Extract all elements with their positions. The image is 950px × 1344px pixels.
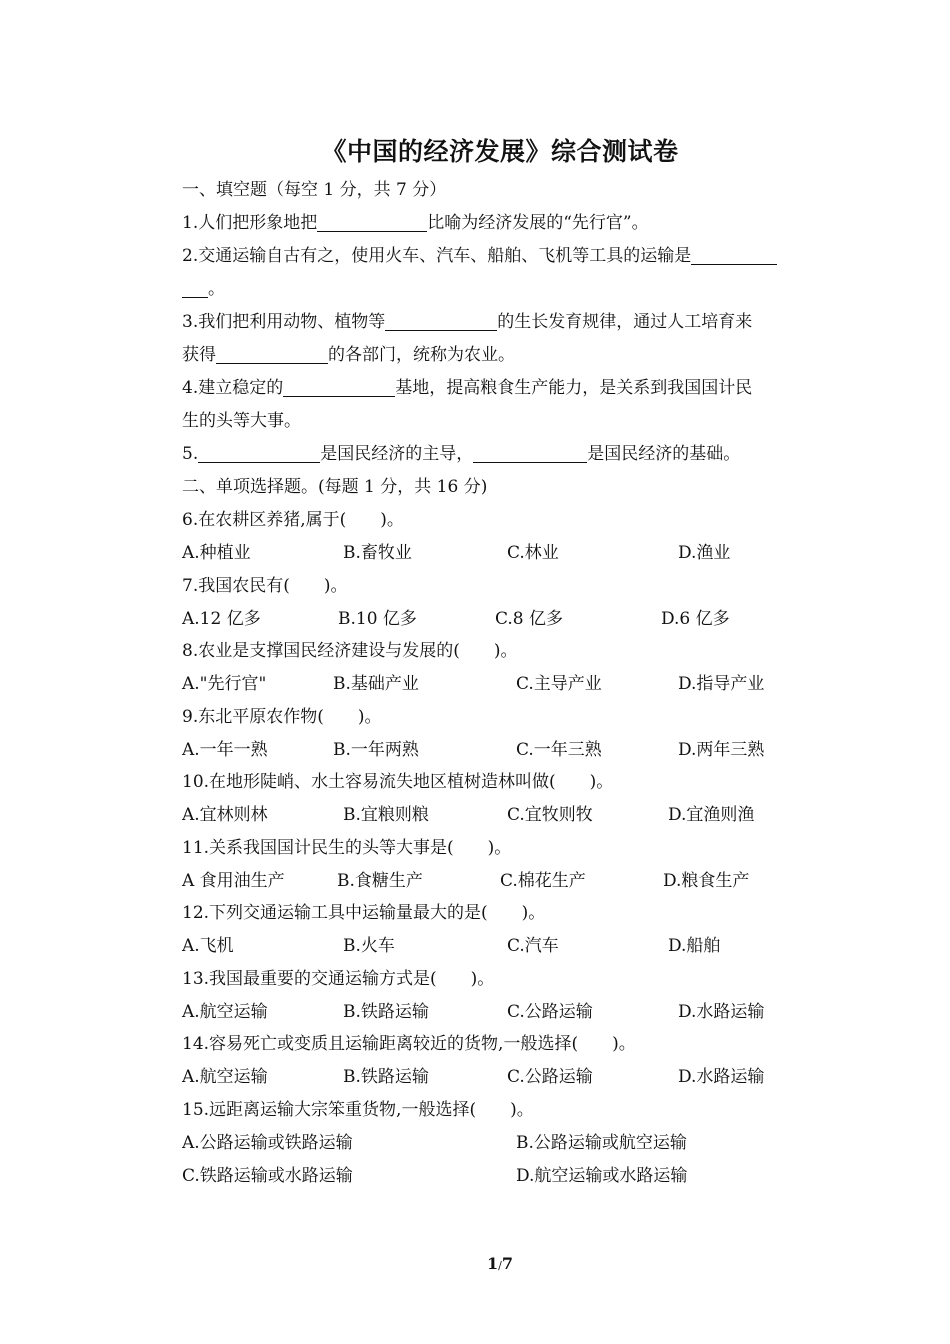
option-b[interactable]: B.火车: [343, 936, 395, 956]
answer-blank[interactable]: [182, 277, 208, 298]
question-11: 11.关系我国国计民生的头等大事是( )。: [182, 837, 512, 858]
option-d[interactable]: D.指导产业: [678, 674, 765, 694]
total-pages: 7: [501, 1254, 513, 1273]
option-d[interactable]: D.渔业: [678, 543, 731, 563]
option-d[interactable]: D.宜渔则渔: [668, 805, 755, 825]
question-text: 5.: [182, 444, 199, 464]
current-page: 1: [487, 1254, 499, 1273]
option-c[interactable]: C.主导产业: [516, 674, 602, 694]
question-2: [182, 240, 822, 272]
option-b[interactable]: B.畜牧业: [343, 543, 412, 563]
section-heading-single-choice: 二、单项选择题。(每题 1 分，共 16 分): [182, 477, 488, 497]
question-4: [182, 372, 822, 404]
question-text: 的生长发育规律，通过人工培育来: [497, 312, 753, 332]
question-6: 6.在农耕区养猪,属于( )。: [182, 510, 404, 530]
option-b[interactable]: B.公路运输或航空运输: [516, 1132, 687, 1153]
answer-blank[interactable]: [216, 343, 328, 364]
option-b[interactable]: B.一年两熟: [333, 739, 419, 760]
option-c[interactable]: C.铁路运输或水路运输: [182, 1165, 353, 1186]
question-text: 是国民经济的主导，: [320, 444, 474, 464]
option-a[interactable]: A.公路运输或铁路运输: [182, 1132, 353, 1153]
option-d[interactable]: D.航空运输或水路运输: [516, 1165, 688, 1186]
option-c[interactable]: C.棉花生产: [500, 870, 586, 891]
option-d[interactable]: D.水路运输: [678, 1001, 765, 1022]
page-separator: /: [498, 1259, 502, 1272]
question-text: 2.交通运输自古有之，使用火车、汽车、船舶、飞机等工具的运输是: [182, 246, 692, 266]
question-13: 13.我国最重要的交通运输方式是( )。: [182, 968, 495, 989]
option-c[interactable]: C.林业: [507, 543, 559, 563]
option-d[interactable]: D.粮食生产: [663, 870, 750, 891]
option-a[interactable]: A.航空运输: [182, 1067, 268, 1087]
option-a[interactable]: A.12 亿多: [182, 608, 261, 629]
option-a[interactable]: A.航空运输: [182, 1001, 268, 1022]
question-5: [182, 438, 822, 470]
option-a[interactable]: A.种植业: [182, 543, 251, 563]
question-15: 15.远距离运输大宗笨重货物,一般选择( )。: [182, 1099, 534, 1120]
question-text: 获得: [182, 345, 216, 365]
option-b[interactable]: B.铁路运输: [343, 1001, 429, 1022]
question-2-continued: [182, 273, 822, 305]
question-10: 10.在地形陡峭、水土容易流失地区植树造林叫做( )。: [182, 772, 614, 792]
option-b[interactable]: B.宜粮则粮: [343, 805, 429, 825]
question-12: 12.下列交通运输工具中运输量最大的是( )。: [182, 903, 546, 923]
option-a[interactable]: A.飞机: [182, 936, 234, 956]
answer-blank[interactable]: [283, 376, 395, 397]
answer-blank[interactable]: [385, 310, 497, 331]
section-heading-fill-blank: 一、填空题（每空 1 分，共 7 分）: [182, 180, 447, 200]
question-text: 比喻为经济发展的“先行官”。: [427, 213, 649, 233]
option-c[interactable]: C.宜牧则牧: [507, 805, 593, 825]
option-a[interactable]: A."先行官": [182, 674, 267, 694]
option-d[interactable]: D.船舶: [668, 936, 721, 956]
option-a[interactable]: A.宜林则林: [182, 805, 268, 825]
question-4-continued: 生的头等大事。: [182, 411, 301, 431]
question-7: 7.我国农民有( )。: [182, 575, 348, 596]
question-3-continued: [182, 339, 822, 371]
question-text: 基地，提高粮食生产能力，是关系到我国国计民: [395, 378, 753, 398]
option-c[interactable]: C.一年三熟: [516, 739, 602, 760]
question-text: 3.我们把利用动物、植物等: [182, 312, 386, 332]
option-c[interactable]: C.汽车: [507, 936, 559, 956]
option-b[interactable]: B.铁路运输: [343, 1067, 429, 1087]
option-c[interactable]: C.公路运输: [507, 1067, 593, 1087]
option-c[interactable]: C.公路运输: [507, 1001, 593, 1022]
option-c[interactable]: C.8 亿多: [495, 608, 564, 629]
page-number: [0, 1254, 950, 1273]
question-8: 8.农业是支撑国民经济建设与发展的( )。: [182, 641, 518, 661]
answer-blank[interactable]: [198, 442, 320, 463]
question-text: 的各部门，统称为农业。: [328, 345, 515, 365]
answer-blank[interactable]: [691, 244, 777, 265]
option-d[interactable]: D.水路运输: [678, 1067, 765, 1087]
answer-blank[interactable]: [317, 211, 427, 232]
question-text: 4.建立稳定的: [182, 378, 284, 398]
option-a[interactable]: A 食用油生产: [182, 870, 285, 891]
option-d[interactable]: D.两年三熟: [678, 739, 765, 760]
answer-blank[interactable]: [473, 442, 587, 463]
question-3: [182, 306, 822, 338]
question-14: 14.容易死亡或变质且运输距离较近的货物,一般选择( )。: [182, 1034, 636, 1054]
question-text: 1.人们把形象地把: [182, 213, 318, 233]
question-1: [182, 207, 822, 239]
page-title: 《中国的经济发展》综合测试卷: [321, 137, 679, 166]
option-d[interactable]: D.6 亿多: [661, 608, 730, 629]
option-a[interactable]: A.一年一熟: [182, 739, 268, 760]
question-text: 。: [208, 279, 225, 299]
question-9: 9.东北平原农作物( )。: [182, 706, 382, 727]
option-b[interactable]: B.10 亿多: [338, 608, 417, 629]
question-text: 是国民经济的基础。: [587, 444, 741, 464]
option-b[interactable]: B.基础产业: [333, 674, 419, 694]
option-b[interactable]: B.食糖生产: [337, 870, 423, 891]
